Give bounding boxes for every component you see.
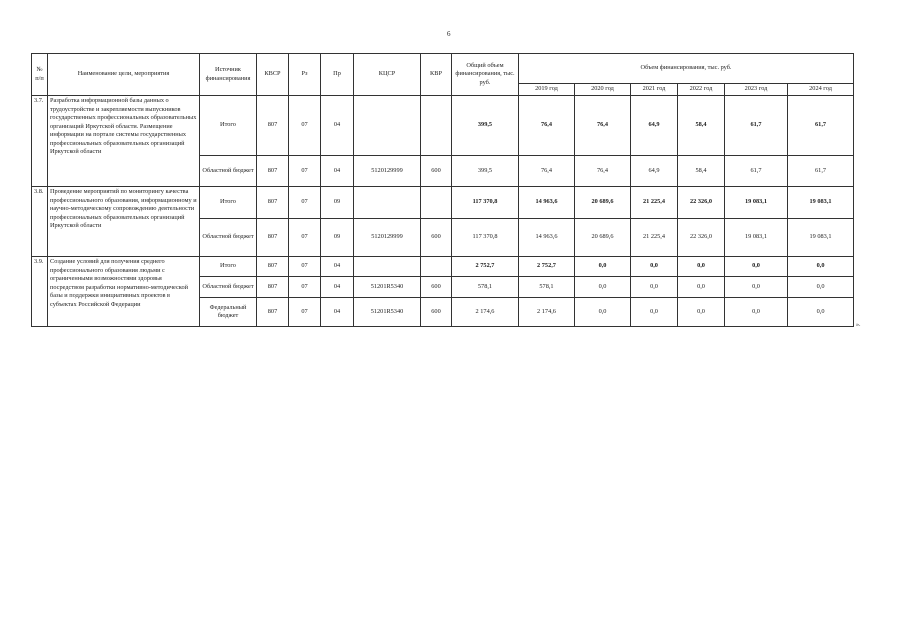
- activity-name: Проведение мероприятий по мониторингу качества профессионального образования, информационному и научно-методическому сопровождению деятельности профессиональных образовательных организаций Иркутской области: [48, 187, 200, 257]
- header-volume: Объем финансирования, тыс. руб.: [519, 54, 854, 84]
- total-amount: 2 174,6: [452, 298, 519, 327]
- kcsr-code: [354, 257, 421, 277]
- total-amount: 117 370,8: [452, 187, 519, 219]
- rz-code: 07: [289, 277, 321, 298]
- year-amount: 20 689,6: [575, 187, 631, 219]
- header-name: Наименование цели, мероприятия: [48, 54, 200, 96]
- header-kvsr: КВСР: [257, 54, 289, 96]
- year-amount: 2 174,6: [519, 298, 575, 327]
- table-row: [32, 96, 854, 156]
- header-year: 2019 год: [519, 84, 575, 96]
- year-amount: 0,0: [575, 298, 631, 327]
- table-row: [32, 257, 854, 277]
- closing-quote-mark: ».: [856, 322, 861, 328]
- kvr-code: [421, 96, 452, 156]
- year-amount: 76,4: [575, 96, 631, 156]
- kvsr-code: 807: [257, 187, 289, 219]
- rz-code: 07: [289, 257, 321, 277]
- rz-code: 07: [289, 96, 321, 156]
- pr-code: 04: [321, 96, 354, 156]
- funding-source: Областной бюджет: [200, 277, 257, 298]
- pr-code: 04: [321, 277, 354, 298]
- kvr-code: [421, 187, 452, 219]
- year-amount: 61,7: [788, 96, 854, 156]
- kcsr-code: 51201R5340: [354, 298, 421, 327]
- year-amount: 0,0: [788, 257, 854, 277]
- year-amount: 578,1: [519, 277, 575, 298]
- year-amount: 19 083,1: [788, 219, 854, 257]
- kcsr-code: 5120129999: [354, 219, 421, 257]
- year-amount: 64,9: [631, 96, 678, 156]
- year-amount: 0,0: [575, 257, 631, 277]
- rz-code: 07: [289, 219, 321, 257]
- year-amount: 20 689,6: [575, 219, 631, 257]
- year-amount: 76,4: [575, 156, 631, 187]
- year-amount: 61,7: [725, 96, 788, 156]
- kvr-code: 600: [421, 298, 452, 327]
- header-year: 2023 год: [725, 84, 788, 96]
- year-amount: 0,0: [788, 298, 854, 327]
- year-amount: 76,4: [519, 156, 575, 187]
- year-amount: 76,4: [519, 96, 575, 156]
- year-amount: 19 083,1: [725, 187, 788, 219]
- funding-source: Итого: [200, 257, 257, 277]
- header-year: 2022 год: [678, 84, 725, 96]
- year-amount: 0,0: [788, 277, 854, 298]
- header-kcsr: КЦСР: [354, 54, 421, 96]
- header-year: 2021 год: [631, 84, 678, 96]
- total-amount: 399,5: [452, 96, 519, 156]
- year-amount: 22 326,0: [678, 219, 725, 257]
- header-rz: Рз: [289, 54, 321, 96]
- kvsr-code: 807: [257, 96, 289, 156]
- total-amount: 117 370,8: [452, 219, 519, 257]
- header-num: № п/п: [32, 54, 48, 96]
- item-number: 3.7.: [32, 96, 48, 187]
- year-amount: 0,0: [678, 277, 725, 298]
- year-amount: 19 083,1: [788, 187, 854, 219]
- funding-source: Областной бюджет: [200, 156, 257, 187]
- rz-code: 07: [289, 298, 321, 327]
- financing-table: [31, 53, 854, 327]
- year-amount: 58,4: [678, 96, 725, 156]
- pr-code: 09: [321, 187, 354, 219]
- pr-code: 04: [321, 298, 354, 327]
- header-pr: Пр: [321, 54, 354, 96]
- year-amount: 0,0: [631, 277, 678, 298]
- header-year: 2024 год: [788, 84, 854, 96]
- year-amount: 0,0: [725, 298, 788, 327]
- item-number: 3.8.: [32, 187, 48, 257]
- funding-source: Итого: [200, 96, 257, 156]
- total-amount: 399,5: [452, 156, 519, 187]
- funding-source: Областной бюджет: [200, 219, 257, 257]
- year-amount: 19 083,1: [725, 219, 788, 257]
- kvr-code: [421, 257, 452, 277]
- kvsr-code: 807: [257, 277, 289, 298]
- item-number: 3.9.: [32, 257, 48, 327]
- year-amount: 21 225,4: [631, 219, 678, 257]
- total-amount: 578,1: [452, 277, 519, 298]
- pr-code: 04: [321, 257, 354, 277]
- kcsr-code: 51201R5340: [354, 277, 421, 298]
- kvsr-code: 807: [257, 156, 289, 187]
- year-amount: 0,0: [678, 298, 725, 327]
- year-amount: 21 225,4: [631, 187, 678, 219]
- kvsr-code: 807: [257, 219, 289, 257]
- year-amount: 22 326,0: [678, 187, 725, 219]
- year-amount: 61,7: [788, 156, 854, 187]
- year-amount: 0,0: [631, 298, 678, 327]
- pr-code: 09: [321, 219, 354, 257]
- pr-code: 04: [321, 156, 354, 187]
- kvr-code: 600: [421, 156, 452, 187]
- year-amount: 0,0: [725, 277, 788, 298]
- year-amount: 61,7: [725, 156, 788, 187]
- header-kvr: КВР: [421, 54, 452, 96]
- year-amount: 0,0: [575, 277, 631, 298]
- activity-name: Создание условий для получения среднего профессионального образования людьми с ограниченными возможностями здоровья посредством разработки нормативно-методической базы и поддержки инициативных проектов в субъектах Российской Федерации: [48, 257, 200, 327]
- year-amount: 0,0: [725, 257, 788, 277]
- rz-code: 07: [289, 156, 321, 187]
- kvsr-code: 807: [257, 298, 289, 327]
- kvsr-code: 807: [257, 257, 289, 277]
- funding-source: Федеральный бюджет: [200, 298, 257, 327]
- kcsr-code: [354, 96, 421, 156]
- kvr-code: 600: [421, 219, 452, 257]
- year-amount: 14 963,6: [519, 187, 575, 219]
- page-number: 6: [447, 30, 451, 38]
- year-amount: 14 963,6: [519, 219, 575, 257]
- header-year: 2020 год: [575, 84, 631, 96]
- year-amount: 58,4: [678, 156, 725, 187]
- total-amount: 2 752,7: [452, 257, 519, 277]
- kcsr-code: [354, 187, 421, 219]
- kvr-code: 600: [421, 277, 452, 298]
- rz-code: 07: [289, 187, 321, 219]
- table-row: [32, 187, 854, 219]
- year-amount: 0,0: [678, 257, 725, 277]
- kcsr-code: 5120129999: [354, 156, 421, 187]
- header-total: Общий объем финансирования, тыс. руб.: [452, 54, 519, 96]
- activity-name: Разработка информационной базы данных о трудоустройстве и закрепляемости выпускников государственных профессиональных образовательных организаций Иркутской области. Размещение информации на портале системы государственных профессиональных образовательных организаций Иркутской области: [48, 96, 200, 187]
- header-source: Источник финансирования: [200, 54, 257, 96]
- funding-source: Итого: [200, 187, 257, 219]
- year-amount: 64,9: [631, 156, 678, 187]
- year-amount: 0,0: [631, 257, 678, 277]
- year-amount: 2 752,7: [519, 257, 575, 277]
